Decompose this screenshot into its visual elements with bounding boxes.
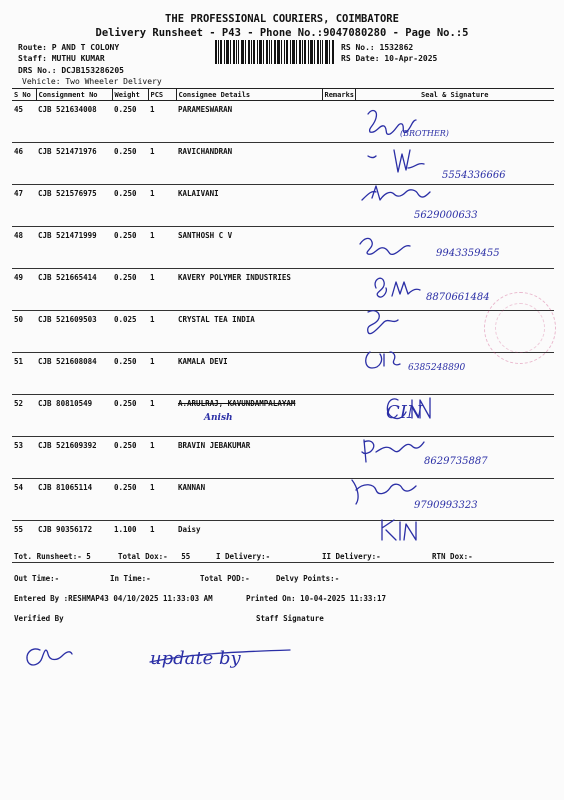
col-header-consignment: Consignment No — [36, 89, 112, 101]
cell-consignment-text: CJB 521609392 — [38, 441, 97, 450]
cell-consignment-text: CJB 521576975 — [38, 189, 97, 198]
cell-pcs — [148, 353, 176, 395]
cell-consignment — [36, 395, 112, 437]
staff-signature-handwriting: update by — [150, 648, 241, 669]
cell-pcs-text: 1 — [150, 231, 155, 240]
cell-consignment — [36, 269, 112, 311]
cell-consignment — [36, 101, 112, 143]
verified-by-label: Verified By — [14, 614, 64, 623]
rtn-dox: RTN Dox:- — [432, 552, 473, 561]
cell-pcs — [148, 227, 176, 269]
cell-seal-signature — [355, 395, 554, 437]
col-header-pcs: PCS — [148, 89, 176, 101]
cell-sno — [12, 311, 36, 353]
cell-consignee-text: KANNAN — [178, 483, 206, 492]
signature-48-phone: 9943359455 — [436, 248, 500, 259]
cell-pcs-text: 1 — [150, 441, 155, 450]
cell-remarks — [322, 269, 355, 311]
cell-weight — [112, 479, 148, 521]
cell-consignment-text: CJB 90356172 — [38, 525, 93, 534]
cell-remarks — [322, 479, 355, 521]
route-label: Route: P AND T COLONY — [18, 43, 120, 52]
cell-weight-text: 1.100 — [114, 525, 137, 534]
delvy-points: Delvy Points:- — [276, 574, 340, 583]
cell-pcs — [148, 395, 176, 437]
cell-consignment — [36, 437, 112, 479]
staff-signature-underline — [150, 650, 290, 662]
cell-remarks — [322, 185, 355, 227]
cell-consignment-text: CJB 521665414 — [38, 273, 97, 282]
cell-remarks — [322, 101, 355, 143]
cell-pcs — [148, 101, 176, 143]
table-row — [12, 227, 554, 269]
cell-pcs — [148, 311, 176, 353]
cell-consignee — [176, 353, 322, 395]
cell-weight — [112, 143, 148, 185]
cell-pcs-text: 1 — [150, 315, 155, 324]
cell-consignee — [176, 143, 322, 185]
signature-53-phone: 8629735887 — [424, 456, 488, 467]
out-time: Out Time:- — [14, 574, 60, 583]
cell-seal-signature — [355, 101, 554, 143]
printed-on: Printed On: 10-04-2025 11:33:17 — [246, 594, 386, 603]
cell-sno — [12, 185, 36, 227]
cell-seal-signature — [355, 143, 554, 185]
cell-consignee-text: PARAMESWARAN — [178, 105, 233, 114]
rs-number: RS No.: 1532862 — [341, 43, 414, 52]
cell-consignment — [36, 353, 112, 395]
runsheet-subtitle: Delivery Runsheet - P43 - Phone No.:9047080280 - Page No.:5 — [95, 27, 469, 39]
cell-consignee-text: BRAVIN JEBAKUMAR — [178, 441, 251, 450]
cell-remarks — [322, 227, 355, 269]
cell-consignment — [36, 185, 112, 227]
cell-sno-text: 53 — [14, 441, 24, 450]
cell-pcs-text: 1 — [150, 189, 155, 198]
cell-weight — [112, 395, 148, 437]
cell-sno-text: 49 — [14, 273, 24, 282]
cell-sno-text: 46 — [14, 147, 24, 156]
cell-sno-text: 48 — [14, 231, 24, 240]
table-row — [12, 185, 554, 227]
cell-weight — [112, 353, 148, 395]
cell-weight — [112, 269, 148, 311]
cell-seal-signature — [355, 227, 554, 269]
cell-weight-text: 0.250 — [114, 483, 137, 492]
table-row — [12, 437, 554, 479]
cell-sno — [12, 479, 36, 521]
cell-sno — [12, 143, 36, 185]
cell-seal-signature — [355, 185, 554, 227]
cell-weight — [112, 227, 148, 269]
cell-pcs-text: 1 — [150, 273, 155, 282]
cell-consignee-text: KAMALA DEVI — [178, 357, 228, 366]
cell-sno-text: 55 — [14, 525, 24, 534]
cell-pcs — [148, 479, 176, 521]
cell-consignee — [176, 101, 322, 143]
cell-sno-text: 50 — [14, 315, 24, 324]
table-row — [12, 311, 554, 353]
cell-sno-text: 52 — [14, 399, 24, 408]
cell-weight — [112, 101, 148, 143]
signature-46-phone: 5554336666 — [442, 170, 506, 181]
cell-sno — [12, 269, 36, 311]
signature-52-mark: CIN — [386, 402, 423, 423]
signature-49-phone: 8870661484 — [426, 292, 490, 303]
cell-sno — [12, 227, 36, 269]
cell-consignment-text: CJB 80810549 — [38, 399, 93, 408]
barcode-image — [215, 40, 335, 64]
cell-consignee — [176, 395, 322, 437]
cell-weight-text: 0.250 — [114, 189, 137, 198]
cell-remarks — [322, 395, 355, 437]
table-row — [12, 479, 554, 521]
cell-pcs — [148, 437, 176, 479]
cell-weight-text: 0.250 — [114, 231, 137, 240]
verified-by-signature — [27, 649, 72, 665]
cell-remarks — [322, 311, 355, 353]
cell-sno-text: 47 — [14, 189, 24, 198]
cell-consignee-text: KAVERY POLYMER INDUSTRIES — [178, 273, 291, 282]
cell-consignment — [36, 479, 112, 521]
cell-consignee — [176, 269, 322, 311]
cell-consignee — [176, 227, 322, 269]
cell-weight-text: 0.250 — [114, 105, 137, 114]
cell-remarks — [322, 353, 355, 395]
col-header-sno: S No — [12, 89, 36, 101]
drs-number: DRS No.: DCJB153286205 — [18, 66, 124, 75]
cell-sno-text: 54 — [14, 483, 24, 492]
signature-47-phone: 5629000633 — [414, 210, 478, 221]
table-row — [12, 143, 554, 185]
cell-weight-text: 0.025 — [114, 315, 137, 324]
cell-weight — [112, 311, 148, 353]
cell-consignee-text: KALAIVANI — [178, 189, 219, 198]
table-row — [12, 353, 554, 395]
cell-consignee-text: CRYSTAL TEA INDIA — [178, 315, 255, 324]
table-header-row — [12, 89, 554, 101]
cell-consignment-text: CJB 521471999 — [38, 231, 97, 240]
company-stamp-inner — [495, 303, 545, 353]
col-header-remarks: Remarks — [322, 89, 355, 101]
cell-consignee — [176, 437, 322, 479]
handwritten-receiver-name: Anish — [204, 413, 233, 423]
staff-signature-label: Staff Signature — [256, 614, 324, 623]
cell-sno — [12, 353, 36, 395]
cell-consignee-text: Daisy — [178, 525, 201, 534]
company-title: THE PROFESSIONAL COURIERS, COIMBATORE — [165, 13, 399, 25]
entered-by: Entered By :RESHMAP43 04/10/2025 11:33:03 AM — [14, 594, 213, 603]
cell-consignee-text: A.ARULRAJ, KAVUNDAMPALAYAM — [178, 399, 296, 408]
i-delivery: I Delivery:- — [216, 552, 271, 561]
in-time: In Time:- — [110, 574, 151, 583]
cell-consignment — [36, 227, 112, 269]
cell-pcs — [148, 143, 176, 185]
consignment-table — [12, 88, 554, 563]
rs-date: RS Date: 10-Apr-2025 — [341, 54, 438, 63]
cell-weight — [112, 185, 148, 227]
cell-consignee — [176, 185, 322, 227]
cell-sno-text: 51 — [14, 357, 24, 366]
cell-weight-text: 0.250 — [114, 399, 137, 408]
cell-remarks — [322, 143, 355, 185]
cell-weight — [112, 437, 148, 479]
cell-pcs-text: 1 — [150, 483, 155, 492]
table-body — [12, 101, 554, 563]
cell-pcs — [148, 269, 176, 311]
col-header-seal-signature: Seal & Signature — [355, 89, 554, 101]
ii-delivery: II Delivery:- — [322, 552, 381, 561]
signature-54-phone: 9790993323 — [414, 500, 478, 511]
cell-consignment-text: CJB 81065114 — [38, 483, 93, 492]
vehicle-label: Vehicle: Two Wheeler Delivery — [22, 77, 162, 86]
cell-consignee-text: SANTHOSH C V — [178, 231, 233, 240]
table-row — [12, 395, 554, 437]
cell-weight-text: 0.250 — [114, 441, 137, 450]
cell-pcs-text: 1 — [150, 399, 155, 408]
col-header-weight: Weight — [112, 89, 148, 101]
table-row — [12, 269, 554, 311]
cell-weight-text: 0.250 — [114, 273, 137, 282]
signature-45-note: (BROTHER) — [400, 129, 449, 138]
cell-seal-signature — [355, 437, 554, 479]
cell-pcs-text: 1 — [150, 147, 155, 156]
cell-sno-text: 45 — [14, 105, 24, 114]
cell-seal-signature — [355, 479, 554, 521]
table-row — [12, 101, 554, 143]
cell-consignee — [176, 311, 322, 353]
cell-consignee — [176, 479, 322, 521]
cell-pcs-text: 1 — [150, 525, 155, 534]
total-dox: Total Dox:- 55 — [118, 552, 191, 561]
cell-sno — [12, 101, 36, 143]
cell-sno — [12, 395, 36, 437]
tot-runsheet: Tot. Runsheet:- 5 — [14, 552, 91, 561]
cell-pcs-text: 1 — [150, 105, 155, 114]
cell-remarks — [322, 437, 355, 479]
cell-consignment-text: CJB 521471976 — [38, 147, 97, 156]
table-row — [12, 521, 554, 563]
cell-pcs — [148, 185, 176, 227]
cell-pcs-text: 1 — [150, 357, 155, 366]
cell-consignment-text: CJB 521609503 — [38, 315, 97, 324]
col-header-consignee: Consignee Details — [176, 89, 322, 101]
cell-sno — [12, 437, 36, 479]
cell-consignee-text: RAVICHANDRAN — [178, 147, 233, 156]
signature-51-phone: 6385248890 — [408, 363, 466, 373]
cell-consignment-text: CJB 521634008 — [38, 105, 97, 114]
cell-consignment — [36, 143, 112, 185]
cell-weight-text: 0.250 — [114, 147, 137, 156]
cell-consignment — [36, 311, 112, 353]
cell-weight-text: 0.250 — [114, 357, 137, 366]
cell-consignment-text: CJB 521608084 — [38, 357, 97, 366]
staff-label: Staff: MUTHU KUMAR — [18, 54, 105, 63]
total-pod: Total POD:- — [200, 574, 250, 583]
